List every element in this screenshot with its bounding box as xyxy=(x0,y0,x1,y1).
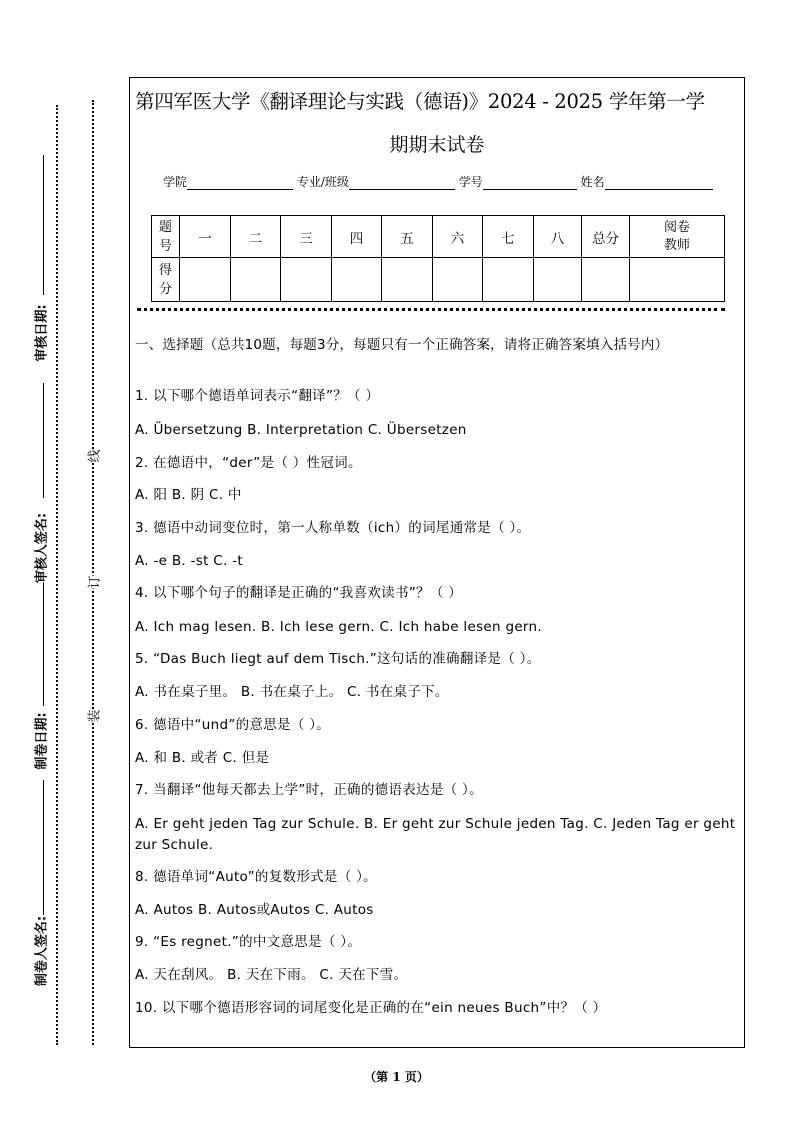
question-line: 9. “Es regnet.”的中文意思是（ ）。 xyxy=(135,934,362,950)
exam-title: 第四军医大学《翻译理论与实践（德语)》2024 - 2025 学年第一学 xyxy=(135,90,705,113)
student-id-label: 学号 xyxy=(458,175,483,189)
answer-line: A. Er geht jeden Tag zur Schule. B. Er geht zur Schule jeden Tag. C. Jeden Tag er geht zur Schule. xyxy=(135,816,736,853)
score-cell[interactable] xyxy=(231,258,281,302)
total-score-cell[interactable] xyxy=(582,258,630,302)
score-cell[interactable] xyxy=(180,258,231,302)
score-cell[interactable] xyxy=(534,258,582,302)
page-number: （第 1 页） xyxy=(364,1070,429,1084)
answer-line: A. 和 B. 或者 C. 但是 xyxy=(135,750,270,766)
question-line: 8. 德语单词“Auto”的复数形式是（ ）。 xyxy=(135,869,377,885)
answer-line: A. Ich mag lesen. B. Ich lese gern. C. Ich habe lesen gern. xyxy=(135,619,542,635)
name-label: 姓名 xyxy=(580,175,605,189)
col-header: 二 xyxy=(231,216,281,258)
col-header: 四 xyxy=(332,216,382,258)
question-line: 5. “Das Buch liegt auf dem Tisch.”这句话的准确翻译是（ ）。 xyxy=(135,651,541,667)
score-cell[interactable] xyxy=(433,258,483,302)
answer-line: A. 阳 B. 阴 C. 中 xyxy=(135,487,242,503)
answer-line: A. Autos B. Autos或Autos C. Autos xyxy=(135,902,374,918)
header-separator xyxy=(137,308,725,311)
score-cell[interactable] xyxy=(281,258,332,302)
question-line: 6. 德语中“und”的意思是（ ）。 xyxy=(135,717,331,733)
score-table-header-row xyxy=(152,216,725,258)
answer-line: A. -e B. -st C. -t xyxy=(135,553,243,569)
answer-line: A. Übersetzung B. Interpretation C. Übersetzen xyxy=(135,422,467,438)
student-id-field[interactable] xyxy=(483,175,577,190)
score-table-score-row xyxy=(152,258,725,302)
col-header: 五 xyxy=(382,216,433,258)
score-cell[interactable] xyxy=(382,258,433,302)
question-line: 10. 以下哪个德语形容词的词尾变化是正确的在“ein neues Buch”中？（ ） xyxy=(135,1000,607,1016)
row-label-question-number: 题号 xyxy=(152,216,180,258)
exam-subtitle: 期期末试卷 xyxy=(389,134,485,156)
col-header-teacher: 阅卷 教师 xyxy=(630,216,725,258)
question-line: 7. 当翻译“他每天都去上学”时，正确的德语表达是（ ）。 xyxy=(135,782,483,798)
binding-dotted-line-outer xyxy=(56,105,58,1045)
teacher-signature-cell[interactable] xyxy=(630,258,725,302)
col-header: 七 xyxy=(483,216,534,258)
student-info-row xyxy=(163,173,713,190)
question-line: 1. 以下哪个德语单词表示“翻译”？（ ） xyxy=(135,388,380,404)
name-field[interactable] xyxy=(605,175,713,190)
reviewer-name-line[interactable] xyxy=(43,383,44,498)
row-label-score: 得分 xyxy=(152,258,180,302)
binding-dotted-line-inner xyxy=(92,100,94,1045)
maker-date-line[interactable] xyxy=(43,582,44,706)
question-line: 3. 德语中动词变位时，第一人称单数（ich）的词尾通常是（ ）。 xyxy=(135,520,531,536)
college-field[interactable] xyxy=(187,175,293,190)
college-label: 学院 xyxy=(163,175,188,189)
score-cell[interactable] xyxy=(332,258,382,302)
col-header: 三 xyxy=(281,216,332,258)
reviewer-date-line[interactable] xyxy=(43,155,44,295)
col-header: 八 xyxy=(534,216,582,258)
major-class-field[interactable] xyxy=(349,175,455,190)
question-line: 2. 在德语中，“der”是（ ）性冠词。 xyxy=(135,455,362,471)
score-cell[interactable] xyxy=(483,258,534,302)
col-header-total: 总分 xyxy=(582,216,630,258)
answer-line: A. 书在桌子里。 B. 书在桌子上。 C. 书在桌子下。 xyxy=(135,684,449,700)
question-line: 4. 以下哪个句子的翻译是正确的“我喜欢读书”？（ ） xyxy=(135,585,463,601)
col-header: 一 xyxy=(180,216,231,258)
major-class-label: 专业/班级 xyxy=(296,175,349,189)
section-heading: 一、选择题（总共10题，每题3分，每题只有一个正确答案，请将正确答案填入括号内） xyxy=(135,337,669,353)
col-header: 六 xyxy=(433,216,483,258)
answer-line: A. 天在刮风。 B. 天在下雨。 C. 天在下雪。 xyxy=(135,967,408,983)
score-table xyxy=(151,215,725,302)
maker-name-line[interactable] xyxy=(43,780,44,915)
